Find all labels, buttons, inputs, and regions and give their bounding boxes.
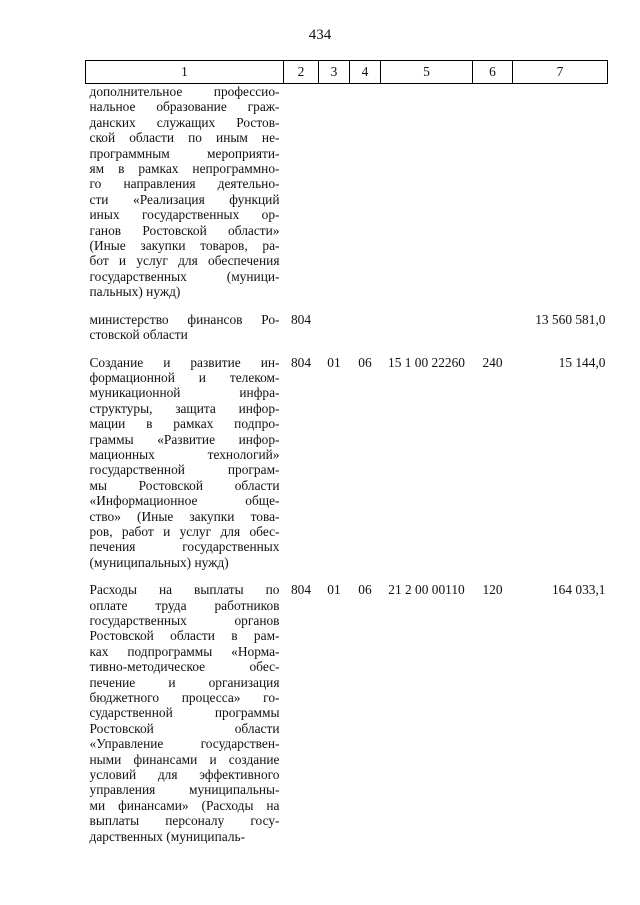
table-row <box>86 582 608 844</box>
cell-amount: 164 033,1 <box>551 582 606 598</box>
cell-subsection-code: 06 <box>358 582 372 598</box>
description-line: ках подпрограммы «Норма- <box>89 643 280 659</box>
description-line: ганов Ростовской области» <box>89 222 280 238</box>
description-line: бюджетного процесса» го- <box>89 690 280 706</box>
row-spacer-cell <box>86 343 608 355</box>
description-line: ям в рамках непрограммно- <box>89 161 280 177</box>
description-line: граммы «Развитие инфор- <box>89 431 280 447</box>
column-header-4: 4 <box>350 61 381 84</box>
description-line: «Информационное обще- <box>89 493 280 509</box>
cell-section-code <box>319 84 350 300</box>
description-line: тивно-методическое обес- <box>89 659 280 675</box>
cell-subsection-code <box>350 312 381 343</box>
description-line: управления муниципальны- <box>89 782 280 798</box>
description-line: печения государственных <box>89 539 280 555</box>
column-header-6: 6 <box>473 61 513 84</box>
description-line: условий для эффективного <box>89 767 280 783</box>
table-row <box>86 312 608 343</box>
cell-target-article: 15 1 00 22260 <box>388 354 465 370</box>
description-line: го направления деятельно- <box>89 176 280 192</box>
cell-section-code: 01 <box>327 354 341 370</box>
description-line: Ростовской области <box>89 720 280 736</box>
description-line: государственных (муници- <box>89 268 280 284</box>
cell-ministry-code: 804 <box>290 354 312 370</box>
cell-expense-type <box>473 84 513 300</box>
row-spacer-cell <box>86 570 608 582</box>
description-line: оплате труда работников <box>89 597 280 613</box>
cell-expense-type: 240 <box>482 354 503 370</box>
cell-section-code: 01 <box>327 582 341 598</box>
description-line: выплаты персоналу госу- <box>89 813 280 829</box>
description-line: пальных) нужд) <box>89 284 181 300</box>
description-line: министерство финансов Ро- <box>89 311 280 327</box>
description-line: данских служащих Ростов- <box>89 114 280 130</box>
cell-ministry-code <box>284 84 319 300</box>
description-line: сти «Реализация функций <box>89 191 280 207</box>
description-line: государственной програм- <box>89 462 280 478</box>
description-line: Ростовской области в рам- <box>89 628 280 644</box>
description-line: ными финансами и создание <box>89 751 280 767</box>
description-line: ство» (Иные закупки това- <box>89 508 280 524</box>
budget-table <box>85 60 608 844</box>
cell-ministry-code: 804 <box>290 582 312 598</box>
cell-amount: 15 144,0 <box>558 354 606 370</box>
description-line: мации в рамках подпро- <box>89 416 280 432</box>
cell-expense-type: 120 <box>482 582 503 598</box>
description-line: программным мероприяти- <box>89 145 280 161</box>
description-line: мы Ростовской области <box>89 477 280 493</box>
row-spacer-cell <box>86 300 608 312</box>
cell-description <box>86 312 284 343</box>
cell-subsection-code: 06 <box>358 354 372 370</box>
table-row <box>86 355 608 571</box>
description-line: муникационной инфра- <box>89 385 280 401</box>
description-line: государственных органов <box>89 613 280 628</box>
description-line: бот и услуг для обеспечения <box>89 253 280 269</box>
column-header-3: 3 <box>319 61 350 84</box>
cell-amount: 13 560 581,0 <box>535 311 606 327</box>
column-header-1: 1 <box>86 61 284 84</box>
description-line: «Управление государствен- <box>89 736 280 752</box>
row-spacer <box>86 343 608 355</box>
cell-expense-type <box>473 312 513 343</box>
description-line: мационных технологий» <box>89 446 280 462</box>
description-line: дополнительное профессио- <box>89 84 280 99</box>
cell-target-article <box>381 84 473 300</box>
description-line: (Иные закупки товаров, ра- <box>89 238 280 254</box>
row-spacer <box>86 300 608 312</box>
description-line: печение и организация <box>89 674 280 690</box>
description-line: ской области по иным не- <box>89 130 280 146</box>
cell-description <box>86 582 284 844</box>
cell-ministry-code: 804 <box>290 311 312 327</box>
page-number: 434 <box>308 27 332 43</box>
table-header <box>86 61 608 84</box>
description-line: иных государственных ор- <box>89 207 280 223</box>
description-line: нальное образование граж- <box>89 99 280 115</box>
description-line: структуры, защита инфор- <box>89 400 280 416</box>
description-line: стовской области <box>89 327 188 343</box>
description-line: Расходы на выплаты по <box>89 582 280 598</box>
description-line: (муниципальных) нужд) <box>89 554 229 570</box>
column-header-2: 2 <box>284 61 319 84</box>
cell-amount <box>513 84 608 300</box>
column-header-5: 5 <box>381 61 473 84</box>
cell-description <box>86 355 284 571</box>
description-line: дарственных (муниципаль- <box>89 828 246 844</box>
cell-section-code <box>319 312 350 343</box>
cell-subsection-code <box>350 84 381 300</box>
table-row <box>86 84 608 300</box>
cell-target-article: 21 2 00 00110 <box>388 582 465 598</box>
description-line: ми финансами» (Расходы на <box>89 797 280 813</box>
table-body <box>86 84 608 845</box>
cell-target-article <box>381 312 473 343</box>
description-line: формационной и телеком- <box>89 369 280 385</box>
column-header-7: 7 <box>513 61 608 84</box>
cell-description <box>86 84 284 300</box>
description-line: сударственной программы <box>89 705 280 721</box>
description-line: ров, работ и услуг для обес- <box>89 523 280 539</box>
description-line: Создание и развитие ин- <box>89 354 280 370</box>
row-spacer <box>86 570 608 582</box>
